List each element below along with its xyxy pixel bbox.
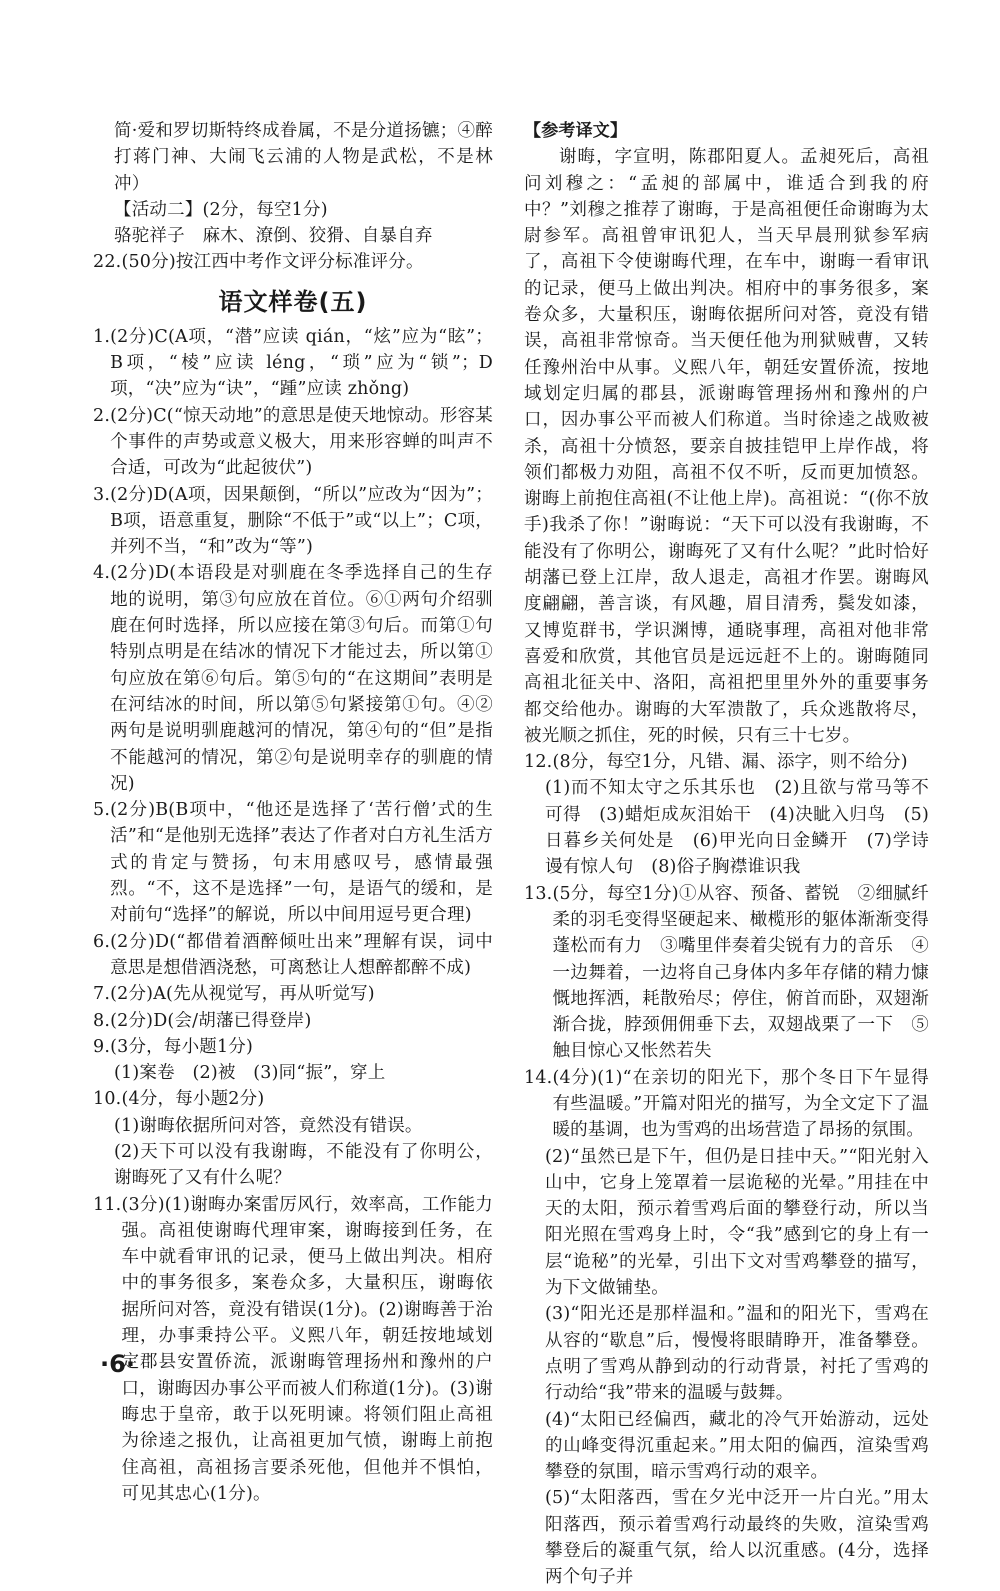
question-6: 6. (2分)D(“都借着酒醉倾吐出来”理解有误，词中意思是想借酒浇愁，可离愁让人想醉都醉不成) <box>93 931 493 978</box>
question-14-point-4: (4)“太阳已经偏西，藏北的冷气开始游动，远处的山峰变得沉重起来。”用太阳的偏西，渲染雪鸡攀登的氛围，暗示雪鸡行动的艰辛。 <box>545 1409 929 1483</box>
left-column <box>93 118 493 1507</box>
page-number: ·6· <box>100 1350 135 1378</box>
question-14-point-2: (2)“虽然已是下午，但仍是日挂中天。”“阳光射入山中，它身上笼罩着一层诡秘的光晕。”用挂在中天的太阳，预示着雪鸡后面的攀登行动，所以当阳光照在雪鸡身上时，令“我”感到它的身上有一层“诡秘”的光晕，引出下文对雪鸡攀登的描写，为下文做铺垫。 <box>545 1146 929 1299</box>
question-9-answers: (1)案卷 (2)被 (3)同“振”，穿上 <box>114 1063 386 1084</box>
question-5: 5. (2分)B(B项中，“他还是选择了‘苦行僧’式的生活”和“是他别无选择”表达了作者对白方礼生活方式的肯定与赞扬，句末用感叹号，感情最强烈。“不，这不是选择”一句，是语气的缓和，是对前句“选择”的解说，所以中间用逗号更合理) <box>93 800 493 926</box>
answer-continuation: 简·爱和罗切斯特终成眷属，不是分道扬镳；④醉打蒋门神、大闹飞云浦的人物是武松，不是林冲） <box>114 121 493 194</box>
question-14-point-3: (3)“阳光还是那样温和。”温和的阳光下，雪鸡在从容的“歇息”后，慢慢将眼睛睁开，准备攀登。点明了雪鸡从静到动的行动背景，衬托了雪鸡的行动给“我”带来的温暖与鼓舞。 <box>545 1304 929 1404</box>
question-4: 4. (2分)D(本语段是对驯鹿在冬季选择自己的生存地的说明，第③句应放在首位。⑥①两句介绍驯鹿在何时选择，所以应接在第③句后。而第①句特别点明是在结冰的情况下才能过去，所以第①句应放在第⑥句后。第⑤句的“在这期间”表明是在河结冰的时间，所以第⑤句紧接第①句。④②两句是说明驯鹿越河的情况，第④句的“但”是指不能越河的情况，第②句是说明幸存的驯鹿的情况) <box>93 563 493 794</box>
question-10: 10. (4分，每小题2分) <box>93 1089 265 1110</box>
question-13: 13. (5分，每空1分)①从容、预备、蓄锐 ②细腻纤柔的羽毛变得坚硬起来、橄榄形的躯体渐渐变得蓬松而有力 ③嘴里伴奏着尖锐有力的音乐 ④一边舞着，一边将自己身体内多年存储的精力慷慨地挥洒，耗散殆尽；停住，俯首而卧，双翅渐渐合拢，脖颈佣佣垂下去，双翅战栗了一下 ⑤触目惊心又怅然若失 <box>524 883 929 1062</box>
activity-two-heading: 【活动二】(2分，每空1分) <box>114 199 328 220</box>
question-7: 7. (2分)A(先从视觉写，再从听觉写) <box>93 984 375 1005</box>
question-22: 22. (50分)按江西中考作文评分标准评分。 <box>93 252 424 273</box>
section-title: 语文样卷(五) <box>218 287 368 316</box>
question-11: 11. (3分)(1)谢晦办案雷厉风行，效率高，工作能力强。高祖使谢晦代理审案，谢晦接到任务，在车中就看审讯的记录，便马上做出判决。相府中的事务很多，案卷众多，大量积压，谢晦依据所问对答，竟没有错误(1分)。(2)谢晦善于治理，办事秉持公平。义熙八年，朝廷按地域划定郡县安置侨流，派谢晦管理扬州和豫州的户口，谢晦因办事公平而被人们称道(1分)。(3)谢晦忠于皇帝，敢于以死明谏。将领们阻止高祖为徐逵之报仇，让高祖更加气愤，谢晦上前抱住高祖，高祖扬言要杀死他，但他并不惧怕，可见其忠心(1分)。 <box>93 1194 493 1504</box>
question-10-answer-1: (1)谢晦依据所问对答，竟然没有错误。 <box>114 1115 423 1136</box>
question-12: 12. (8分，每空1分，凡错、漏、添字，则不给分) <box>524 752 908 773</box>
reference-translation-heading: 【参考译文】 <box>524 121 628 141</box>
question-2: 2. (2分)C(“惊天动地”的意思是使天地惊动。形容某个事件的声势或意义极大，用来形容蝉的叫声不合适，可改为“此起彼伏”) <box>93 405 494 479</box>
right-column <box>524 118 929 1591</box>
question-14-point-5: (5)“太阳落西，雪在夕光中泛开一片白光。”用太阳落西，预示着雪鸡行动最终的失败，渲染雪鸡攀登后的凝重气氛，给人以沉重感。(4分，选择两个句子并 <box>545 1488 929 1588</box>
question-12-answers: (1)而不知太守之乐其乐也 (2)且欲与常马等不可得 (3)蜡炬成灰泪始干 (4)决眦入归鸟 (5)日暮乡关何处是 (6)甲光向日金鳞开 (7)学诗谩有惊人句 (8)俗子胸襟谁识我 <box>545 778 929 878</box>
question-3: 3. (2分)D(A项，因果颠倒，“所以”应改为“因为”；B项，语意重复，删除“不低于”或“以上”；C项，并列不当，“和”改为“等”) <box>93 484 493 558</box>
activity-two-answer: 骆驼祥子 麻木、潦倒、狡猾、自暴自弃 <box>114 226 433 247</box>
question-8: 8. (2分)D(会/胡藩已得登岸) <box>93 1010 312 1031</box>
reference-translation-text: 谢晦，字宣明，陈郡阳夏人。孟昶死后，高祖问刘穆之：“孟昶的部属中，谁适合到我的府中？”刘穆之推荐了谢晦，于是高祖便任命谢晦为太尉参军。高祖曾审讯犯人，当天早晨刑狱参军病了，高祖下令使谢晦代理，在车中，谢晦一看审讯的记录，便马上做出判决。相府中的事务很多，案卷众多，大量积压，谢晦依据所问对答，竟没有错误，高祖非常惊奇。当天便任他为刑狱贼曹，又转任豫州治中从事。义熙八年，朝廷安置侨流，按地域划定归属的郡县，派谢晦管理扬州和豫州的户口，因办事公平而被人们称道。当时徐逵之战败被杀，高祖十分愤怒，要亲自披挂铠甲上岸作战，将领们都极力劝阻，高祖不仅不听，反而更加愤怒。谢晦上前抱住高祖(不让他上岸)。高祖说：“(你不放手)我杀了你！”谢晦说：“天下可以没有我谢晦，不能没有了你明公，谢晦死了又有什么呢？”此时恰好胡藩已登上江岸，敌人退走，高祖才作罢。谢晦风度翩翩，善言谈，有风趣，眉目清秀，鬓发如漆，又博览群书，学识渊博，通晓事理，高祖对他非常喜爱和欣赏，其他官员是远远赶不上的。谢晦随同高祖北征关中、洛阳，高祖把里里外外的重要事务都交给他办。谢晦的大军溃散了，兵众逃散将尽，被光顺之抓住，死的时候，只有三十七岁。 <box>524 147 929 746</box>
question-10-answer-2: (2)天下可以没有我谢晦，不能没有了你明公，谢晦死了又有什么呢？ <box>114 1141 493 1189</box>
question-14: 14. (4分)(1)“在亲切的阳光下，那个冬日下午显得有些温暖。”开篇对阳光的描写，为全文定下了温暖的基调，也为雪鸡的出场营造了昂扬的氛围。 <box>524 1067 929 1141</box>
question-1: 1. (2分)C(A项，“潜”应读 qián，“炫”应为“眩”；B项，“棱”应读 léng，“琐”应为“锁”；D项，“决”应为“诀”，“踵”应读 zhǒng) <box>93 326 493 400</box>
question-9: 9. (3分，每小题1分) <box>93 1036 254 1057</box>
